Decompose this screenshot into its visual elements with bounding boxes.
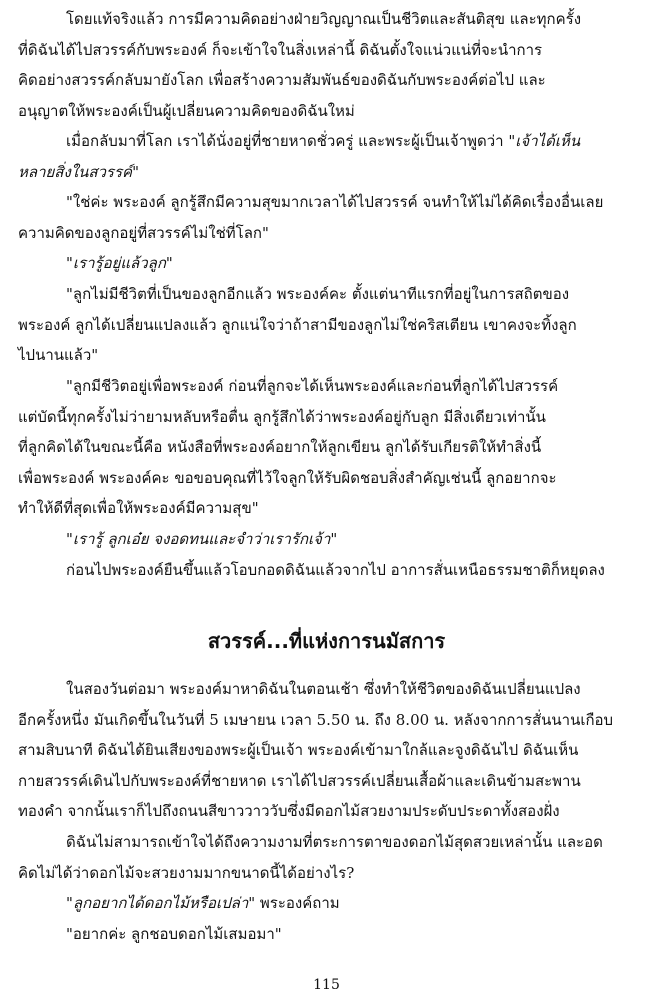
paragraph-line: "ลูกมีชีวิตอยู่เพื่อพระองค์ ก่อนที่ลูกจะได้เห็นพระองค์และก่อนที่ลูกได้ไปสวรรค์ <box>66 377 559 395</box>
paragraph-line: ไปนานแล้ว" <box>18 346 99 365</box>
paragraph-line: แต่บัดนี้ทุกครั้งไม่ว่ายามหลับหรือตื่น ลูกรู้สึกได้ว่าพระองค์อยู่กับลูก มีสิ่งเดียวเท่านั้น <box>18 407 546 426</box>
paragraph-line: ก่อนไปพระองค์ยืนขึ้นแล้วโอบกอดดิฉันแล้วจากไป อาการสั่นเหนือธรรมชาติก็หยุดลง <box>66 561 605 579</box>
page-number: 115 <box>313 977 340 993</box>
paragraph-8 <box>18 555 638 586</box>
paragraph-4 <box>18 248 638 279</box>
paragraph-2 <box>18 126 638 187</box>
paragraph-line: ที่ลูกคิดได้ในขณะนี้คือ หนังสือที่พระองค์อยากให้ลูกเขียน ลูกได้รับเกียรติให้ทำสิ่งนี้ <box>18 438 542 457</box>
paragraph-line: "ใช่ค่ะ พระองค์ ลูกรู้สึกมีความสุขมากเวลาได้ไปสวรรค์ จนทำให้ไม่ได้คิดเรื่องอื่นเลย <box>66 193 604 211</box>
paragraph-line: เพื่อพระองค์ พระองค์คะ ขอขอบคุณที่ไว้ใจลูกให้รับผิดชอบสิ่งสำคัญเช่นนี้ ลูกอยากจะ <box>18 468 557 487</box>
paragraph-10 <box>18 827 638 888</box>
paragraph-6 <box>18 371 638 524</box>
paragraph-line: อนุญาตให้พระองค์เป็นผู้เปลี่ยนความคิดของดิฉันใหม่ <box>18 101 355 120</box>
god-quote-text: "เจ้าได้เห็น <box>508 132 581 150</box>
paragraph-line: ทองคำ จากนั้นเราก็ไปถึงถนนสีขาววาววับซึ่งมีดอกไม้สวยงามประดับประดาทั้งสองฝั่ง <box>18 802 560 821</box>
paragraph-line: คิดไม่ได้ว่าดอกไม้จะสวยงามมากขนาดนี้ได้อย่างไร? <box>18 863 355 882</box>
god-quote-text: หลายสิ่งในสวรรค์" <box>18 162 139 181</box>
paragraph-line <box>18 126 638 157</box>
paragraph-line: ในสองวันต่อมา พระองค์มาหาดิฉันในตอนเช้า ซึ่งทำให้ชีวิตของดิฉันเปลี่ยนแปลง <box>66 680 581 698</box>
paragraph-line: คิดอย่างสวรรค์กลับมายังโลก เพื่อสร้างความสัมพันธ์ของดิฉันกับพระองค์ต่อไป และ <box>18 71 546 90</box>
narration-text: พระองค์ถาม <box>255 894 340 912</box>
god-quote-text: "เรารู้ ลูกเอ๋ย จงอดทนและจำว่าเรารักเจ้า" <box>66 530 338 548</box>
paragraph-line: "อยากค่ะ ลูกชอบดอกไม้เสมอมา" <box>66 925 282 943</box>
paragraph-3 <box>18 187 638 248</box>
paragraph-9 <box>18 674 638 827</box>
paragraph-line: ความคิดของลูกอยู่ที่สวรรค์ไม่ใช่ที่โลก" <box>18 223 269 242</box>
paragraph-11 <box>18 888 638 919</box>
paragraph-line: พระองค์ ลูกได้เปลี่ยนแปลงแล้ว ลูกแน่ใจว่าถ้าสามีของลูกไม่ใช่คริสเตียน เขาคงจะทิ้งลูก <box>18 315 577 334</box>
paragraph-line: "ลูกไม่มีชีวิตที่เป็นของลูกอีกแล้ว พระองค์คะ ตั้งแต่นาทีแรกที่อยู่ในการสถิตของ <box>66 285 570 303</box>
god-quote-text: "ลูกอยากได้ดอกไม้หรือเปล่า" <box>66 894 256 912</box>
paragraph-line: อีกครั้งหนึ่ง มันเกิดขึ้นในวันที่ 5 เมษายน เวลา 5.50 น. ถึง 8.00 น. หลังจากการสั่นนานเกือบ <box>18 710 614 729</box>
narration-text: เมื่อกลับมาที่โลก เราได้นั่งอยู่ที่ชายหาดชั่วครู่ และพระผู้เป็นเจ้าพูดว่า <box>66 132 509 150</box>
paragraph-12 <box>18 919 638 950</box>
paragraph-7 <box>18 524 638 555</box>
paragraph-5 <box>18 279 638 371</box>
section-heading: สวรรค์...ที่แห่งการนมัสการ <box>207 629 446 653</box>
paragraph-line: ที่ดิฉันได้ไปสวรรค์กับพระองค์ ก็จะเข้าใจในสิ่งเหล่านี้ ดิฉันตั้งใจแน่วแน่ที่จะนำการ <box>18 40 543 59</box>
paragraph-1 <box>18 4 638 126</box>
paragraph-line: ดิฉันไม่สามารถเข้าใจได้ถึงความงามที่ตระการตาของดอกไม้สุดสวยเหล่านั้น และอด <box>66 833 603 851</box>
god-quote-text: "เรารู้อยู่แล้วลูก" <box>66 254 173 272</box>
paragraph-line <box>18 888 638 919</box>
paragraph-line: โดยแท้จริงแล้ว การมีความคิดอย่างฝ่ายวิญญาณเป็นชีวิตและสันติสุข และทุกครั้ง <box>66 10 582 28</box>
paragraph-line: สามสิบนาที ดิฉันได้ยินเสียงของพระผู้เป็นเจ้า พระองค์เข้ามาใกล้และจูงดิฉันไป ดิฉันเห็น <box>18 741 579 760</box>
paragraph-line: ทำให้ดีที่สุดเพื่อให้พระองค์มีความสุข" <box>18 499 259 518</box>
paragraph-line: กายสวรรค์เดินไปกับพระองค์ที่ชายหาด เราได้ไปสวรรค์เปลี่ยนเสื้อผ้าและเดินข้ามสะพาน <box>18 771 581 790</box>
